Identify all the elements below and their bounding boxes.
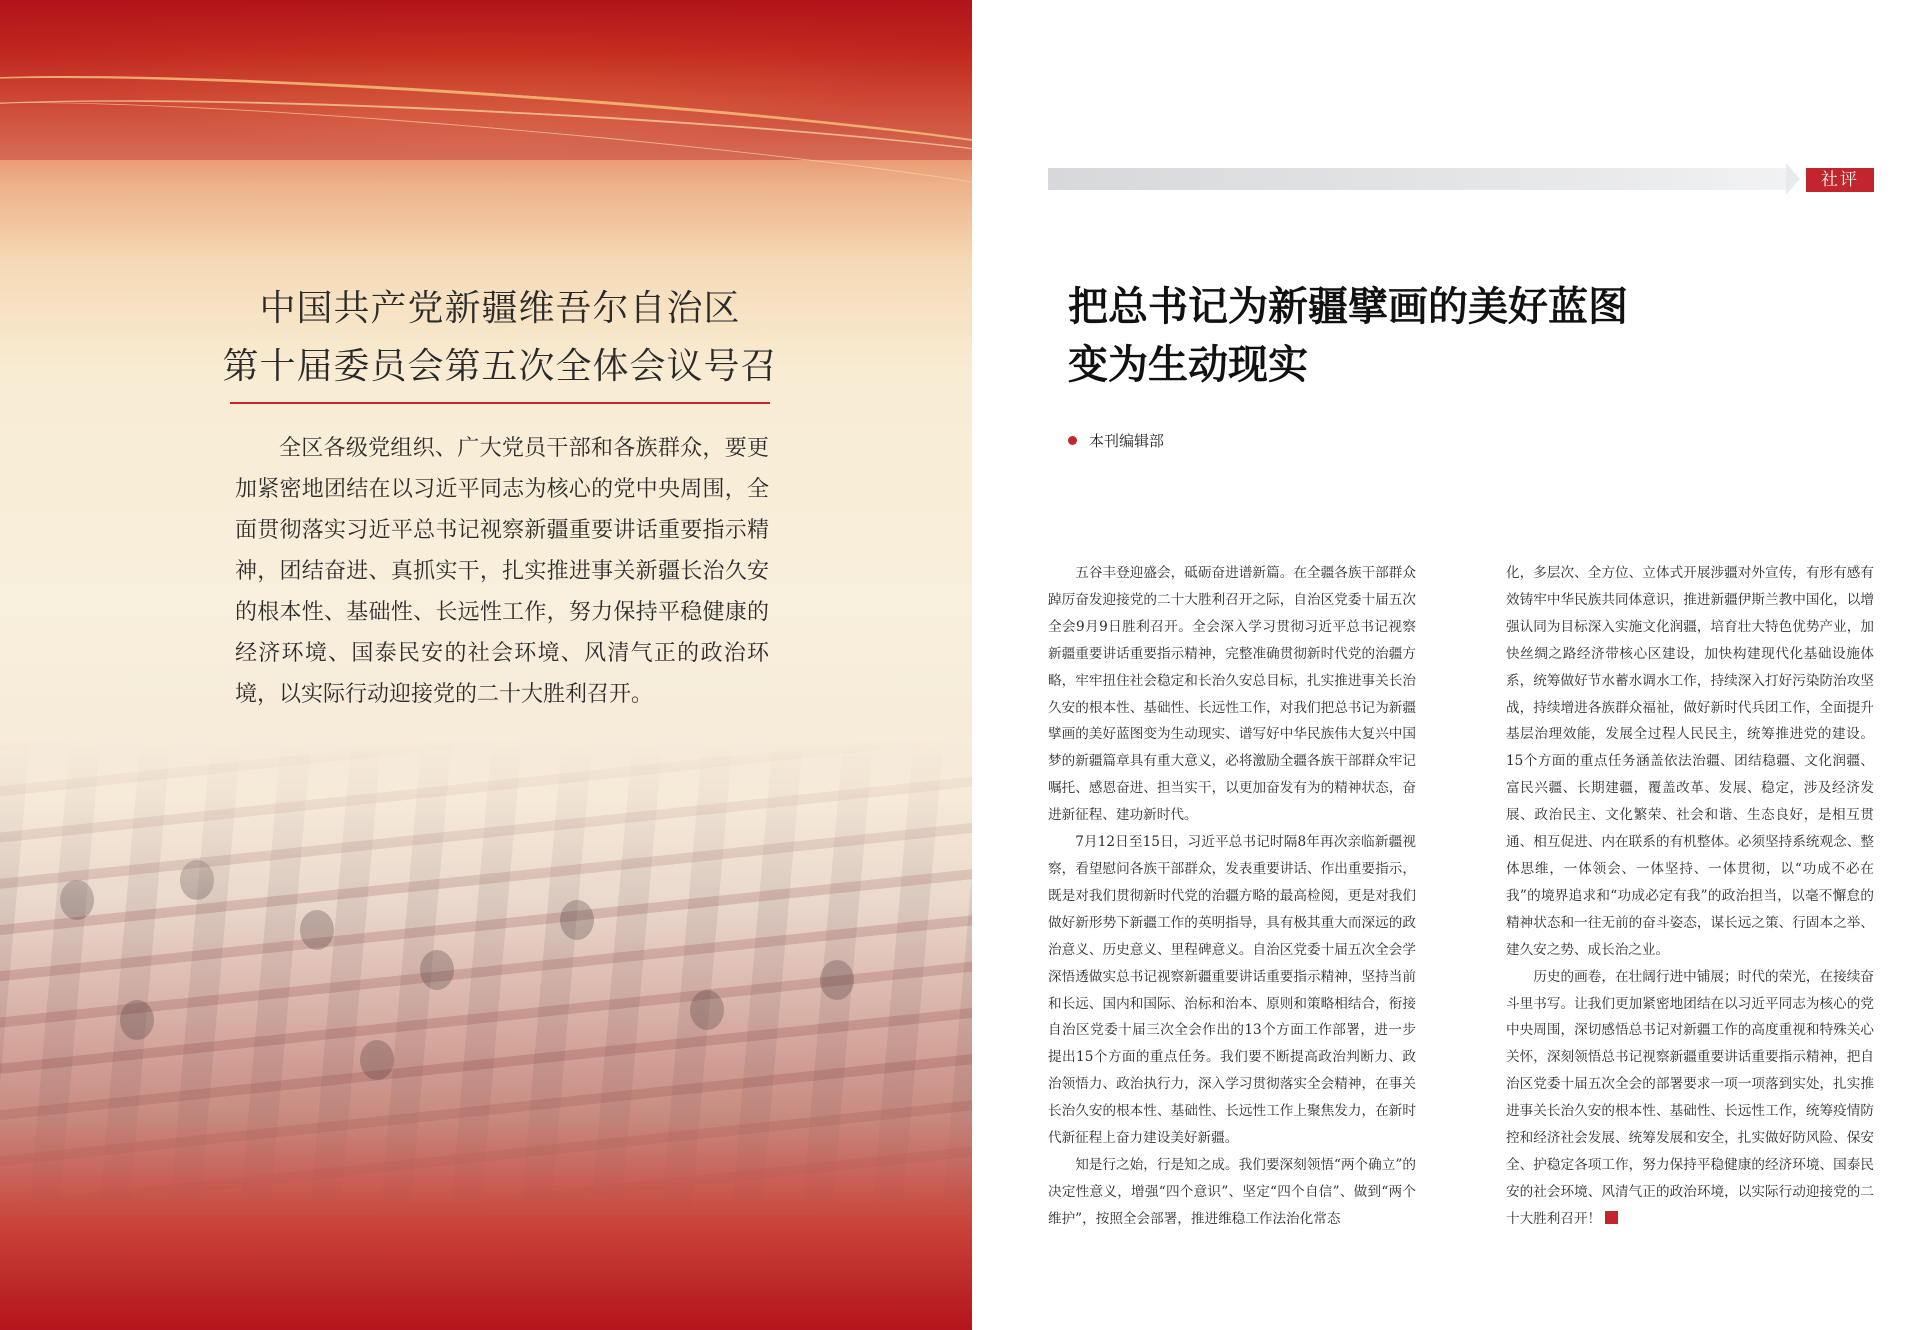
article-column-left — [1048, 560, 1416, 1233]
title-divider — [230, 402, 770, 404]
left-title-line: 第十届委员会第五次全体会议号召 — [222, 346, 778, 387]
audience-figure — [60, 880, 94, 920]
paragraph-text: 历史的画卷，在壮阔行进中铺展；时代的荣光，在接续奋斗里书写。让我们更加紧密地团结在以习近平同志为核心的党中央周围，深切感悟总书记对新疆工作的高度重视和特殊关心关怀，深刻领悟总书记视察新疆重要讲话重要指示精神，把自治区党委十届五次全会的部署要求一项一项落到实处，扎实推进事关长治久安的根本性、基础性、长远性工作，统筹疫情防控和经济社会发展、统筹发展和安全，扎实做好防风险、保安全、护稳定各项工作，努力保持平稳健康的经济环境、国泰民安的社会环境、风清气正的政治环境，以实际行动迎接党的二十大胜利召开！ — [1506, 968, 1874, 1227]
audience-figure — [690, 990, 724, 1030]
section-tag: 社评 — [1806, 168, 1874, 192]
byline — [1068, 430, 1164, 451]
paragraph: 五谷丰登迎盛会，砥砺奋进谱新篇。在全疆各族干部群众踔厉奋发迎接党的二十大胜利召开之际，自治区党委十届五次全会9月9日胜利召开。全会深入学习贯彻习近平总书记视察新疆重要讲话重要指示精神，完整准确贯彻新时代党的治疆方略，牢牢扭住社会稳定和长治久安总目标，扎实推进事关长治久安的根本性、基础性、长远性工作，对我们把总书记为新疆擘画的美好蓝图变为生动现实、谱写好中华民族伟大复兴中国梦的新疆篇章具有重大意义，必将激励全疆各族干部群众牢记嘱托、感恩奋进、担当实干，以更加奋发有为的精神状态，奋进新征程、建功新时代。 — [1048, 565, 1416, 824]
section-header-bar — [1048, 168, 1788, 190]
left-page-title — [200, 280, 800, 396]
audience-figure — [420, 950, 454, 990]
paragraph: 7月12日至15日，习近平总书记时隔8年再次亲临新疆视察，看望慰问各族干部群众，发表重要讲话、作出重要指示，既是对我们贯彻新时代党的治疆方略的最高检阅，更是对我们做好新形势下新疆工作的英明指导，具有极其重大而深远的政治意义、历史意义、里程碑意义。自治区党委十届五次全会学深悟透做实总书记视察新疆重要讲话重要指示精神，坚持当前和长远、国内和国际、治标和治本、原则和策略相结合，衔接自治区党委十届三次全会作出的13个方面工作部署，进一步提出15个方面的重点任务。我们要不断提高政治判断力、政治领悟力、政治执行力，深入学习贯彻落实全会精神，在事关长治久安的根本性、基础性、长远性工作上聚焦发力，在新时代新征程上奋力建设美好新疆。 — [1048, 834, 1416, 1147]
audience-figure — [120, 1000, 154, 1040]
end-mark-icon — [1605, 1211, 1618, 1224]
paragraph: 知是行之始，行是知之成。我们要深刻领悟“两个确立”的决定性意义，增强“四个意识”、坚定“四个自信”、做到“两个维护”，按照全会部署，推进维稳工作法治化常态 — [1048, 1156, 1416, 1227]
article-column-right — [1506, 560, 1874, 1233]
left-page-body: 全区各级党组织、广大党员干部和各族群众，要更加紧密地团结在以习近平同志为核心的党中央周围，全面贯彻落实习近平总书记视察新疆重要讲话重要指示精神，团结奋进、真抓实干，扎实推进事关新疆长治久安的根本性、基础性、长远性工作，努力保持平稳健康的经济环境、国泰民安的社会环境、风清气正的政治环境，以实际行动迎接党的二十大胜利召开。 — [235, 436, 769, 707]
audience-figure — [180, 860, 214, 900]
section-header-arrow — [1786, 163, 1800, 195]
audience-figure — [820, 960, 854, 1000]
paragraph: 化，多层次、全方位、立体式开展涉疆对外宣传，有形有感有效铸牢中华民族共同体意识，推进新疆伊斯兰教中国化，以增强认同为目标深入实施文化润疆，培育壮大特色优势产业，加快丝绸之路经济带核心区建设，加快构建现代化基础设施体系，统筹做好节水蓄水调水工作，持续深入打好污染防治攻坚战，持续增进各族群众福祉，做好新时代兵团工作，全面提升基层治理效能，发展全过程人民民主，统筹推进党的建设。15个方面的重点任务涵盖依法治疆、团结稳疆、文化润疆、富民兴疆、长期建疆，覆盖改革、发展、稳定，涉及经济发展、政治民主、文化繁荣、社会和谐、生态良好，是相互贯通、相互促进、内在联系的有机整体。必须坚持系统观念、整体思维，一体领会、一体坚持、一体贯彻，以“功成不必在我”的境界追求和“功成必定有我”的政治担当，以毫不懈怠的精神状态和一往无前的奋斗姿态，谋长远之策、行固本之举、建久安之势、成长治之业。 — [1506, 565, 1874, 958]
audience-figure — [360, 1040, 394, 1080]
article-title-line: 变为生动现实 — [1068, 342, 1308, 388]
bullet-dot-icon — [1068, 436, 1077, 445]
article-title-line: 把总书记为新疆擘画的美好蓝图 — [1068, 284, 1628, 330]
audience-figure — [560, 900, 594, 940]
paragraph — [1506, 964, 1874, 1233]
article-title — [1068, 278, 1828, 394]
left-title-line: 中国共产党新疆维吾尔自治区 — [259, 288, 741, 329]
meeting-audience-photo — [0, 740, 972, 1210]
audience-figure — [300, 910, 334, 950]
author-name: 本刊编辑部 — [1089, 432, 1165, 450]
